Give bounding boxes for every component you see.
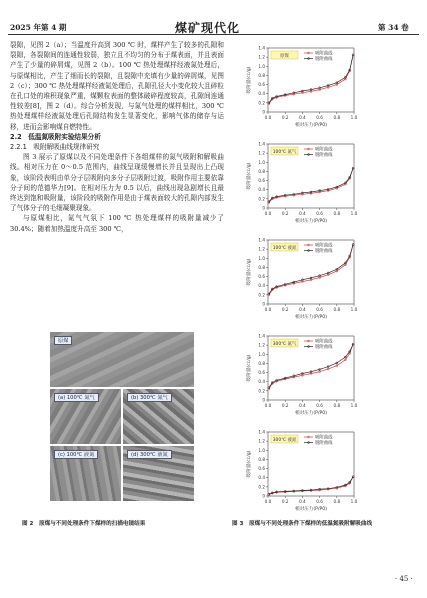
isotherm-charts	[236, 40, 422, 520]
y-tick-label: 1.2	[258, 438, 265, 444]
y-tick-label: 1.4	[258, 333, 265, 339]
y-tick-label: 0.4	[258, 91, 265, 97]
x-tick-label: 1.0	[350, 499, 358, 504]
x-axis-label: 相对压力(P/P0)	[295, 123, 327, 128]
y-tick-label: 1.0	[258, 255, 265, 261]
y-tick-label: 1.2	[258, 54, 265, 60]
adsorption-line	[269, 245, 353, 295]
x-tick-label: 0.2	[281, 499, 289, 504]
y-axis-label: 吸附量(cc/g)	[247, 258, 252, 286]
left-column-text	[10, 40, 224, 234]
x-tick-label: 0.8	[333, 307, 341, 312]
header-rule	[8, 34, 419, 35]
paragraph-sem-results: 裂隙，见图 2（a）；当温度升高到 300 ℃ 时，煤样产生了较多的孔隙和裂隙，各裂隙间的连通性较弱，独立且不均匀的分布于煤表面，并且表面产生了少量的碎屑煤，见图 2（b）。100 ℃ 热处理煤样经液氮处理后，与原煤相比，产生了细而长的裂隙，且裂隙中充填有少量的碎屑煤，见图 2（c）；300 ℃ 热处理煤样经液氮处理后，孔隙孔径大小变化较大且碎粒在孔口处的堆积现象严重，煤颗粒表面的整体破碎程度较高，孔隙间连通性较差[8]，图 2（d）。综合分析发现，与氮气处理的煤样相比，300 ℃ 热处理煤样经液氮处理后孔隙结构发生显著变化，影响气体的储存与运移，进而会影响煤自燃特性。	[10, 41, 224, 131]
y-tick-label: 0.8	[258, 168, 265, 174]
y-tick-label: 1.2	[258, 246, 265, 252]
x-tick-label: 0.8	[333, 403, 341, 408]
y-tick-label: 0.8	[258, 456, 265, 462]
paragraph-comparison: 与原煤相比，氮气气氛下 100 ℃ 热处理煤样的吸附量减少了 30.4%；随着加热温度升高至 300 ℃，	[10, 214, 224, 233]
y-tick-label: 0.6	[258, 370, 265, 376]
y-tick-label: 0.6	[258, 82, 265, 88]
y-axis-label: 吸附量(cc/g)	[247, 354, 252, 382]
x-tick-label: 0.4	[299, 211, 306, 216]
panel-label: 300℃ 氮气	[272, 342, 297, 347]
y-tick-label: 0.2	[258, 196, 265, 202]
x-tick-label: 1.0	[350, 115, 358, 120]
y-tick-label: 0.4	[258, 187, 265, 193]
legend-label: 脱附曲线	[315, 345, 333, 350]
y-tick-label: 1.4	[258, 141, 265, 147]
desorption-line	[269, 55, 353, 103]
y-tick-label: 0.2	[258, 292, 265, 298]
sem-photo-b	[123, 389, 194, 444]
x-tick-label: 0.6	[316, 403, 323, 408]
legend-label: 脱附曲线	[315, 249, 333, 254]
sem-photo-raw	[50, 332, 194, 387]
x-tick-label: 0.6	[316, 499, 323, 504]
x-tick-label: 0.2	[281, 403, 289, 408]
y-tick-label: 0	[262, 301, 265, 307]
x-tick-label: 1.0	[350, 307, 358, 312]
y-axis-label: 吸附量(cc/g)	[247, 450, 252, 478]
y-tick-label: 1.4	[258, 237, 265, 243]
photo-label: (c) 100℃ 液氮	[54, 450, 98, 459]
x-tick-label: 0.0	[264, 403, 272, 408]
y-tick-label: 0.8	[258, 360, 265, 366]
y-tick-label: 0.6	[258, 466, 265, 472]
x-tick-label: 0.4	[299, 115, 306, 120]
sem-photo-c	[50, 446, 121, 501]
desorption-line	[269, 344, 353, 388]
panel-label: 300℃ 液氮	[272, 438, 297, 443]
x-tick-label: 0.4	[299, 307, 306, 312]
journal-title: 煤矿现代化	[175, 21, 241, 35]
x-axis-label: 相对压力(P/P0)	[295, 507, 327, 512]
panel-label: 原煤	[280, 54, 289, 59]
y-tick-label: 0	[262, 397, 265, 403]
adsorption-line	[269, 344, 353, 389]
x-tick-label: 0.0	[264, 211, 272, 216]
x-tick-label: 0.4	[299, 499, 306, 504]
legend-label: 吸附曲线	[315, 339, 333, 345]
x-tick-label: 0.8	[333, 115, 341, 120]
x-axis-label: 相对压力(P/P0)	[295, 315, 327, 320]
x-tick-label: 0.8	[333, 499, 341, 504]
y-tick-label: 0	[262, 493, 265, 499]
y-tick-label: 1.0	[258, 159, 265, 165]
y-tick-label: 1.0	[258, 447, 265, 453]
y-tick-label: 0.6	[258, 178, 265, 184]
x-tick-label: 0.0	[264, 499, 272, 504]
x-tick-label: 1.0	[350, 211, 358, 216]
y-tick-label: 0.2	[258, 388, 265, 394]
photo-label: (d) 300℃ 液氮	[127, 450, 172, 459]
x-tick-label: 0.0	[264, 307, 272, 312]
y-tick-label: 1.0	[258, 351, 265, 357]
legend-label: 吸附曲线	[315, 435, 333, 441]
x-tick-label: 0.2	[281, 115, 289, 120]
sem-photo-a	[50, 389, 121, 444]
legend-label: 脱附曲线	[315, 153, 333, 158]
legend-label: 吸附曲线	[315, 51, 333, 57]
paragraph-isotherm: 图 3 展示了原煤以及不同处理条件下各组煤样的氮气吸附和解吸曲线。相对压力在 0～0.5 范围内，曲线呈现缓慢增长并且呈现出上凸现象，该阶段表明由单分子层吸附向多分子层吸附过渡，吸附作用主要依靠分子间的范德华力[9]。在相对压力为 0.5 以后，曲线出现急剧增长且最终达到饱和吸附量，该阶段的吸附作用是由于煤表面较大的孔隙内部发生了气体分子的毛细凝聚现象。	[10, 153, 224, 213]
x-tick-label: 0.0	[264, 115, 272, 120]
y-axis-label: 吸附量(cc/g)	[247, 162, 252, 190]
journal-issue: 2025 年第 4 期	[10, 23, 67, 32]
y-tick-label: 1.4	[258, 45, 265, 51]
y-tick-label: 0.2	[258, 484, 265, 490]
page-number: · 45 ·	[395, 575, 413, 583]
panel-label: 100℃ 氮气	[272, 150, 297, 155]
y-tick-label: 0	[262, 205, 265, 211]
x-axis-label: 相对压力(P/P0)	[295, 411, 327, 416]
figure-3-caption: 图 3 原煤与不同处理条件下煤样的低温氮吸附解吸曲线	[232, 521, 373, 527]
photo-label: 原煤	[54, 336, 72, 345]
x-tick-label: 0.8	[333, 211, 341, 216]
legend-label: 吸附曲线	[315, 147, 333, 153]
x-tick-label: 0.4	[299, 403, 306, 408]
x-tick-label: 0.6	[316, 115, 323, 120]
y-tick-label: 0.8	[258, 72, 265, 78]
sem-photo-d	[123, 446, 194, 501]
legend-label: 吸附曲线	[315, 243, 333, 249]
y-axis-label: 吸附量(cc/g)	[247, 66, 252, 94]
x-tick-label: 0.6	[316, 211, 323, 216]
photo-label: (b) 300℃ 氮气	[127, 393, 172, 402]
journal-volume: 第 34 卷	[378, 23, 409, 32]
y-tick-label: 0.2	[258, 100, 265, 106]
x-tick-label: 0.2	[281, 307, 289, 312]
panel-label: 100℃ 液氮	[272, 246, 297, 251]
legend-label: 脱附曲线	[315, 57, 333, 62]
figure-2-caption: 图 2 原煤与不同处理条件下煤样的扫描电镜结果	[22, 521, 146, 527]
x-tick-label: 1.0	[350, 403, 358, 408]
adsorption-line	[269, 55, 353, 104]
section-heading: 2.2 低温氮吸附实验结果分析	[10, 132, 101, 141]
subsection-heading: 2.2.1 吸附解吸曲线规律研究	[10, 143, 100, 152]
y-tick-label: 0.6	[258, 274, 265, 280]
y-tick-label: 0	[262, 109, 265, 115]
y-tick-label: 0.4	[258, 283, 265, 289]
y-tick-label: 0.4	[258, 379, 265, 385]
y-tick-label: 1.0	[258, 63, 265, 69]
legend-label: 脱附曲线	[315, 441, 333, 446]
y-tick-label: 1.4	[258, 429, 265, 435]
y-tick-label: 1.2	[258, 342, 265, 348]
x-axis-label: 相对压力(P/P0)	[295, 219, 327, 224]
y-tick-label: 0.4	[258, 475, 265, 481]
y-tick-label: 0.8	[258, 264, 265, 270]
x-tick-label: 0.6	[316, 307, 323, 312]
x-tick-label: 0.2	[281, 211, 289, 216]
photo-label: (a) 100℃ 氮气	[54, 393, 99, 402]
y-tick-label: 1.2	[258, 150, 265, 156]
